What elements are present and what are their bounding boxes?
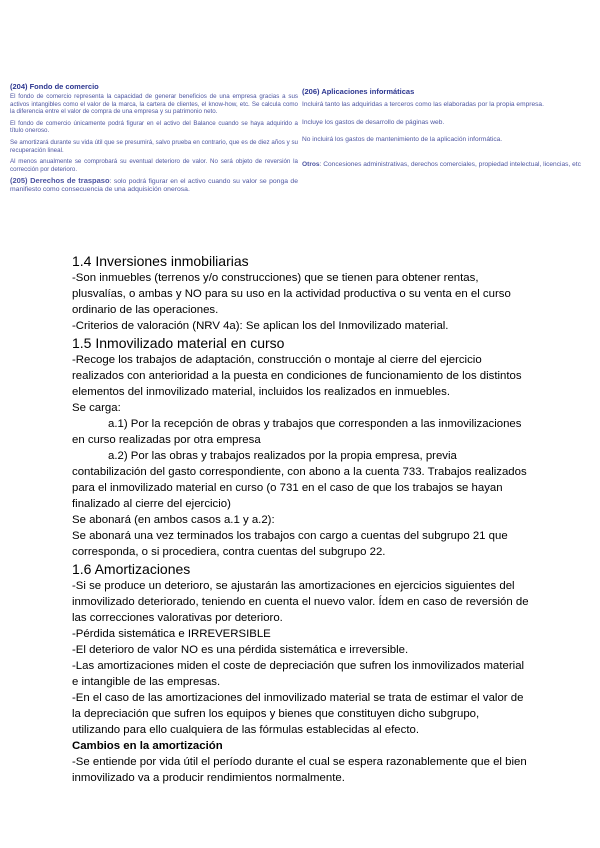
heading-1-5: 1.5 Inmovilizado material en curso (72, 335, 285, 351)
document-body (72, 252, 530, 786)
paragraph: -Se entiende por vida útil el período durante el cual se espera razonablemente que el bien inmovilizado va a producir rendimientos normalmente. (72, 756, 527, 784)
section-206-paragraph: Incluye los gastos de desarrollo de páginas web. (302, 118, 445, 126)
paragraph: -Si se produce un deterioro, se ajustarán las amortizaciones en ejercicios siguientes del inmovilizado deteriorado, teniendo en cuenta el nuevo valor. Ídem en caso de reversión de las correcciones valorativas por deterioro. (72, 580, 529, 624)
otros-text: : Concesiones administrativas, derechos comerciales, propiedad intelectual, licencias, etc (319, 160, 581, 168)
heading-1-6: 1.6 Amortizaciones (72, 561, 191, 577)
section-206-title: (206) Aplicaciones informáticas (302, 87, 415, 96)
section-204-paragraph: Al menos anualmente se comprobará su eventual deterioro de valor. No será objeto de reversión la corrección por deterioro. (10, 158, 298, 173)
heading-1-4: 1.4 Inversiones inmobiliarias (72, 253, 249, 269)
scan-right-column (302, 87, 582, 177)
section-204-paragraph: El fondo de comercio representa la capacidad de generar beneficios de una empresa gracias a sus activos intangibles como el valor de la marca, la cartera de clientes, el know-how, etc. Se calcula como la diferencia entre el valor de compra de una empresa y su patrimonio neto. (10, 93, 298, 116)
paragraph: Se abonará una vez terminados los trabajos con cargo a cuentas del subgrupo 21 que corresponda, o si procediera, contra cuentas del subgrupo 22. (72, 530, 508, 558)
scanned-image (10, 82, 582, 232)
paragraph-indented (72, 448, 530, 512)
paragraph: -Pérdida sistemática e IRREVERSIBLE (72, 628, 271, 640)
section-204-paragraph: El fondo de comercio únicamente podrá figurar en el activo del Balance cuando se haya adquirido a título oneroso. (10, 119, 298, 135)
section-204-paragraph: Se amortizará durante su vida útil que se presumirá, salvo prueba en contrario, que es de diez años y su recuperación lineal. (10, 138, 298, 154)
paragraph: Se carga: (72, 402, 121, 414)
paragraph: Se abonará (en ambos casos a.1 y a.2): (72, 514, 275, 526)
section-204-title: (204) Fondo de comercio (10, 82, 99, 91)
section-206-paragraph: No incluirá los gastos de mantenimiento de la aplicación informática. (302, 136, 503, 143)
paragraph: -Criterios de valoración (NRV 4a): Se aplican los del Inmovilizado material. (72, 320, 449, 332)
otros-title: Otros (302, 160, 320, 168)
section-205-title: (205) Derechos de traspaso (10, 176, 110, 186)
paragraph: -El deterioro de valor NO es una pérdida sistemática e irreversible. (72, 644, 409, 656)
otros-section (302, 160, 582, 171)
section-205-text: : solo podrá figurar en el activo cuando su valor se ponga de manifiesto como consecuencia de una adquisición onerosa. (10, 178, 298, 194)
item-a2: a.2) Por las obras y trabajos realizados por la propia empresa, previa contabilización del gasto correspondiente, con abono a la cuenta 733. Trabajos realizados para el inmovilizado material en curso (o 731 en el caso de que los trabajos se hayan finalizado al cierre del ejercicio) (72, 450, 527, 510)
paragraph-indented (72, 416, 530, 448)
section-206-paragraph: Incluirá tanto las adquiridas a terceros como las elaboradas por la propia empresa. (302, 101, 544, 108)
paragraph: -En el caso de las amortizaciones del inmovilizado material se trata de estimar el valor de la depreciación que sufren los equipos y bienes que constituyen dicho subgrupo, utilizando para ello cualquiera de las fórmulas establecidas al efecto. (72, 692, 524, 736)
item-a1: a.1) Por la recepción de obras y trabajos que corresponden a las inmovilizaciones en curso realizadas por otra empresa (72, 418, 522, 446)
scan-left-column (10, 82, 298, 198)
heading-cambios: Cambios en la amortización (72, 740, 223, 752)
section-205 (10, 177, 298, 194)
paragraph: -Las amortizaciones miden el coste de depreciación que sufren los inmovilizados material e intangible de las empresas. (72, 660, 525, 688)
paragraph: -Recoge los trabajos de adaptación, construcción o montaje al cierre del ejercicio realizados con anterioridad a la puesta en condiciones de funcionamiento de los distintos elementos del inmovilizado material, incluidos los realizados en inmuebles. (72, 354, 522, 398)
paragraph: -Son inmuebles (terrenos y/o construcciones) que se tienen para obtener rentas, plusvalías, o ambas y NO para su uso en la actividad productiva o su venta en el curso ordinario de las operaciones. (72, 272, 511, 316)
